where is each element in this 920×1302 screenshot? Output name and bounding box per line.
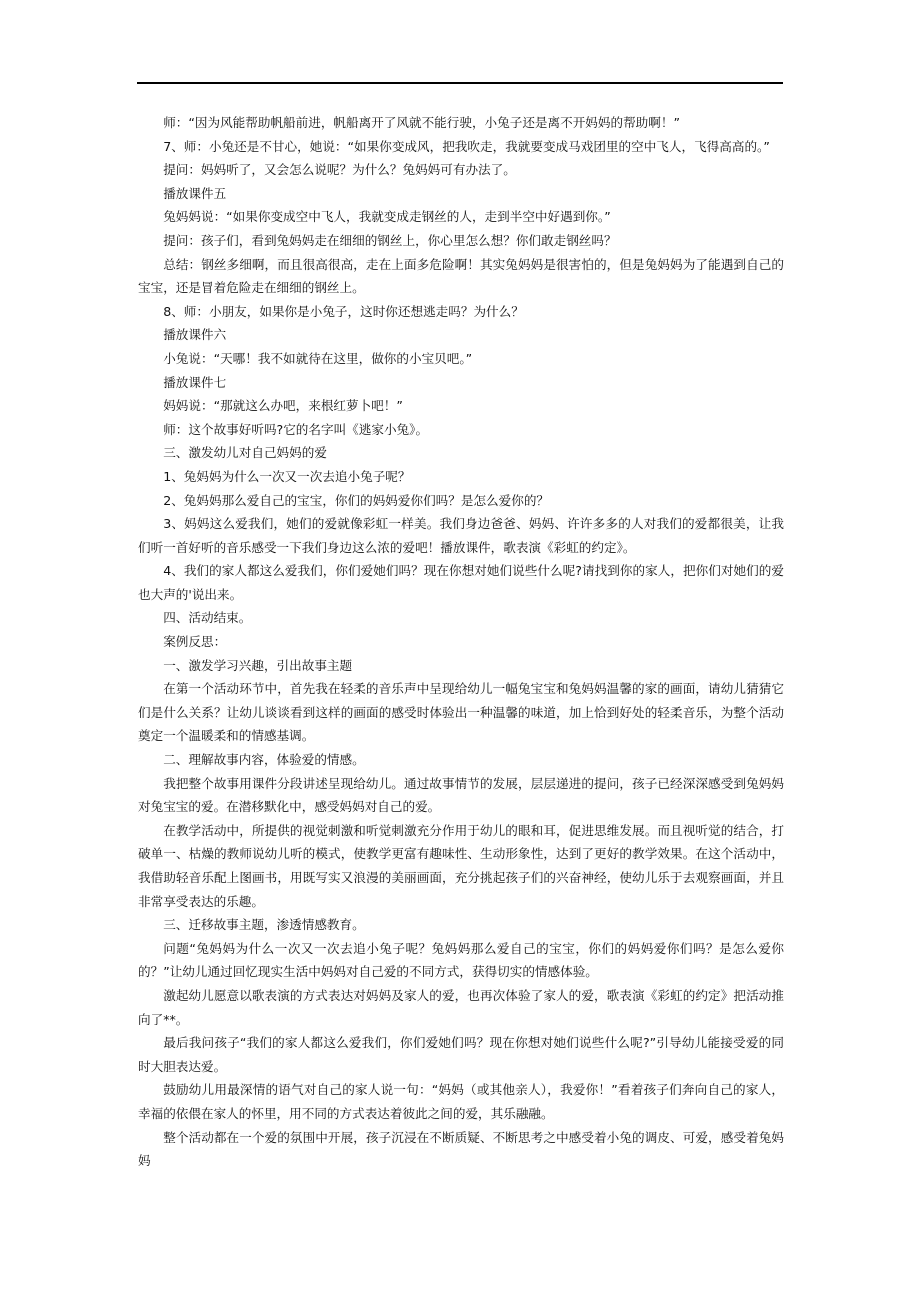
paragraph: 师：“因为风能帮助帆船前进，帆船离开了风就不能行驶，小兔子还是离不开妈妈的帮助啊！” [163,115,680,130]
paragraph: 在第一个活动环节中，首先我在轻柔的音乐声中呈现给幼儿一幅兔宝宝和兔妈妈温馨的家的画面，请幼儿猜猜它们是什么关系？让幼儿谈谈看到这样的画面的感受时体验出一种温馨的味道，加上恰到好处的轻柔音乐，为整个活动奠定一个温暖柔和的情感基调。 [138,681,784,744]
paragraph: 播放课件七 [163,374,227,390]
paragraph: 我把整个故事用课件分段讲述呈现给幼儿。通过故事情节的发展，层层递进的提问，孩子已经深深感受到兔妈妈对兔宝宝的爱。在潜移默化中，感受妈妈对自己的爱。 [138,775,784,815]
paragraph: 提问：孩子们，看到兔妈妈走在细细的钢丝上，你心里怎么想？你们敢走钢丝吗？ [163,232,617,248]
document-body [138,111,784,1173]
paragraph: 妈妈说：“那就这么办吧，来根红萝卜吧！” [163,398,403,414]
section-heading: 四、活动结束。 [163,610,252,626]
paragraph: 8、师：小朋友，如果你是小兔子，这时你还想逃走吗？为什么？ [163,303,524,319]
section-heading: 一、激发学习兴趣，引出故事主题 [163,657,353,673]
paragraph: 激起幼儿愿意以歌表演的方式表达对妈妈及家人的爱，也再次体验了家人的爱，歌表演《彩虹的约定》把活动推向了**。 [138,987,784,1027]
section-heading: 三、迁移故事主题，渗透情感教育。 [163,917,365,933]
paragraph: 最后我问孩子“我们的家人都这么爱我们，你们爱她们吗？现在你想对她们说些什么呢?”引导幼儿能接受爱的同时大胆表达爱。 [138,1035,784,1074]
paragraph: 3、妈妈这么爱我们，她们的爱就像彩虹一样美。我们身边爸爸、妈妈、许许多多的人对我们的爱都很美，让我们听一首好听的音乐感受一下我们身边这么浓的爱吧！播放课件，歌表演《彩虹的约定》。 [138,516,784,555]
paragraph: 1、兔妈妈为什么一次又一次去追小兔子呢？ [163,468,411,484]
section-heading: 三、激发幼儿对自己妈妈的爱 [163,445,327,461]
paragraph: 兔妈妈说：“如果你变成空中飞人，我就变成走钢丝的人，走到半空中好遇到你。” [163,209,611,225]
paragraph: 播放课件五 [163,185,227,201]
header-rule [137,82,783,84]
paragraph: 鼓励幼儿用最深情的语气对自己的家人说一句：“妈妈（或其他亲人），我爱你！”看着孩子们奔向自己的家人，幸福的依偎在家人的怀里，用不同的方式表达着彼此之间的爱，其乐融融。 [138,1082,784,1121]
paragraph: 小兔说：“天哪！我不如就待在这里，做你的小宝贝吧。” [163,350,473,366]
paragraph: 总结：钢丝多细啊，而且很高很高，走在上面多危险啊！其实兔妈妈是很害怕的，但是兔妈妈为了能遇到自己的宝宝，还是冒着危险走在细细的钢丝上。 [138,256,784,296]
paragraph: 整个活动都在一个爱的氛围中开展，孩子沉浸在不断质疑、不断思考之中感受着小兔的调皮、可爱，感受着兔妈妈 [138,1129,784,1169]
paragraph: 提问：妈妈听了，又会怎么说呢？为什么？兔妈妈可有办法了。 [163,162,516,178]
section-heading: 二、理解故事内容，体验爱的情感。 [163,752,365,768]
paragraph: 在教学活动中，所提供的视觉刺激和听觉刺激充分作用于幼儿的眼和耳，促进思维发展。而且视听觉的结合，打破单一、枯燥的教师说幼儿听的模式，使教学更富有趣味性、生动形象性，达到了更好的教学效果。在这个活动中，我借助轻音乐配上图画书，用既写实又浪漫的美丽画面，充分挑起孩子们的兴奋神经，使幼儿乐于去观察画面，并且非常享受表达的乐趣。 [138,822,784,909]
paragraph: 4、我们的家人都这么爱我们，你们爱她们吗？现在你想对她们说些什么呢?请找到你的家人，把你们对她们的爱也大声的'说出来。 [138,563,784,602]
paragraph: 师：这个故事好听吗?它的名字叫《逃家小兔》。 [163,421,429,437]
paragraph: 7、师：小兔还是不甘心，她说：“如果你变成风，把我吹走，我就要变成马戏团里的空中飞人，飞得高高的。” [163,138,770,154]
paragraph: 2、兔妈妈那么爱自己的宝宝，你们的妈妈爱你们吗？是怎么爱你的？ [163,492,550,508]
paragraph: 问题“兔妈妈为什么一次又一次去追小兔子呢？兔妈妈那么爱自己的宝宝，你们的妈妈爱你们吗？是怎么爱你的？”让幼儿通过回忆现实生活中妈妈对自己爱的不同方式，获得切实的情感体验。 [138,940,784,980]
section-heading: 案例反思： [163,634,227,650]
paragraph: 播放课件六 [163,327,227,343]
